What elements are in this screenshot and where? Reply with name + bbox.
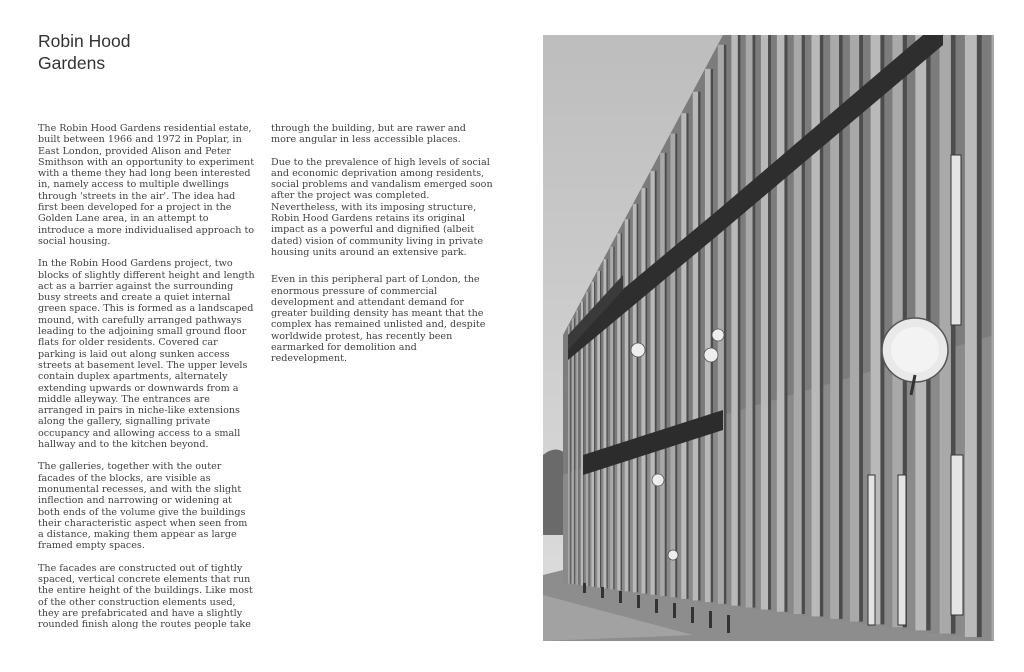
title-line-1: Robin Hood (38, 31, 131, 51)
paragraph: through the building, but are rawer and more angular in less accessible places. (271, 123, 466, 146)
title-line-2: Gardens (38, 53, 106, 73)
paragraph: The facades are constructed out of tightly spaced, vertical concrete elements that run the entire height of the buildings. Like most of the other construction elements used, they are prefabricated and have a slightly rounded finish along the routes people take (38, 562, 253, 631)
paragraph: The Robin Hood Gardens residential estate, built between 1966 and 1972 in Poplar, in East London, provided Alison and Peter Smithson with an opportunity to experiment with a theme they had long been interested in, namely access to multiple dwellings through 'streets in the air'. The idea had first been developed for a project in the Golden Lane area, in an attempt to introduce a more individualised approach to social housing. (38, 123, 255, 247)
paragraph: Even in this peripheral part of London, the enormous pressure of commercial development and attendant demand for greater building density has meant that the complex has remained unlisted and, despite worldwide protest, has recently been earmarked for demolition and redevelopment. (271, 274, 486, 365)
paragraph: Due to the prevalence of high levels of social and economic deprivation among residents, social problems and vandalism emerged soon after the project was completed. Nevertheless, with its imposing structure, Robin Hood Gardens retains its original impact as a powerful and dignified (albeit dated) vision of community living in private housing units around an extensive park. (271, 156, 493, 258)
text-column-right (271, 123, 493, 376)
building-photo-illustration (543, 35, 994, 641)
building-photo (543, 35, 994, 641)
paragraph: The galleries, together with the outer facades of the blocks, are visible as monumental recesses, and with the slight inflection and narrowing or widening at both ends of the volume give the buildings their characteristic aspect when seen from a distance, making them appear as large framed empty spaces. (38, 461, 248, 552)
paragraph: In the Robin Hood Gardens project, two blocks of slightly different height and length act as a barrier against the surrounding busy streets and create a quiet internal green space. This is formed as a landscaped mound, with carefully arranged pathways leading to the adjoining small ground floor flats for older residents. Covered car parking is laid out along sunken access streets at basement level. The upper levels contain duplex apartments, alternately extending upwards or downwards from a middle alleyway. The entrances are arranged in pairs in niche-like extensions along the gallery, signalling private occupancy and allowing access to a small hallway and to the kitchen beyond. (38, 258, 255, 451)
text-column-left (38, 123, 256, 641)
article-title (38, 30, 130, 74)
